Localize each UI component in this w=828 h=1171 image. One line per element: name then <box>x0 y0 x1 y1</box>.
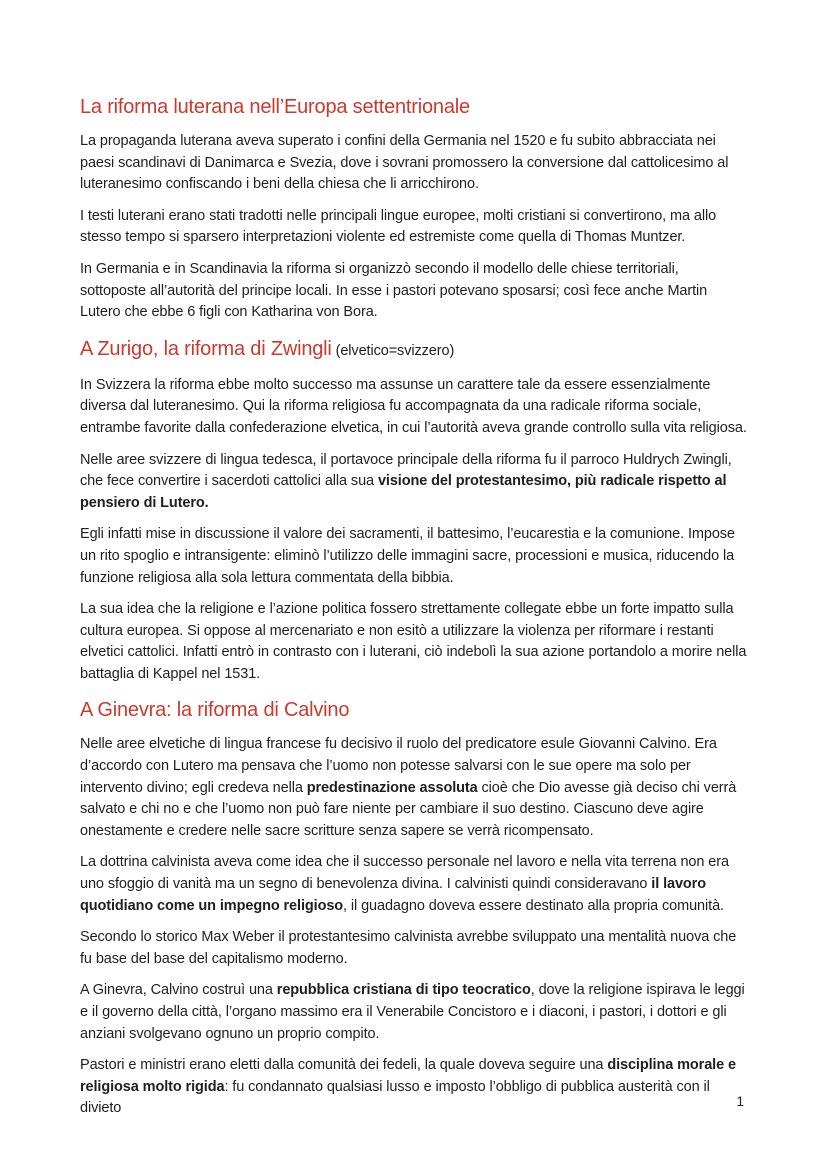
paragraph <box>80 599 748 685</box>
text-run: Pastori e ministri erano eletti dalla comunità dei fedeli, la quale doveva seguire una <box>80 1057 608 1074</box>
document-body <box>80 94 748 1120</box>
paragraph <box>80 734 748 842</box>
section-heading <box>80 94 748 120</box>
bold-text-run: il lavoro quotidiano come un impegno religioso <box>80 876 706 914</box>
text-run: La propaganda luterana aveva superato i confini della Germania nel 1520 e fu subito abbracciata nei paesi scandinavi di Danimarca e Svezia, dove i sovrani promossero la conversione dal cattolicesimo al luteranesimo confiscando i beni della chiesa che li arricchirono. <box>80 133 729 193</box>
heading-note: (elvetico=svizzero) <box>331 342 455 359</box>
bold-text-run: predestinazione assoluta <box>306 779 478 796</box>
bold-text-run: disciplina morale e religiosa molto rigida <box>80 1057 736 1095</box>
paragraph <box>80 524 748 589</box>
paragraph <box>80 375 748 440</box>
section-heading <box>80 697 748 723</box>
text-run: : fu condannato qualsiasi lusso e imposto l’obbligo di pubblica austerità con il divieto <box>80 1078 710 1117</box>
text-run: La sua idea che la religione e l’azione politica fossero strettamente collegate ebbe un forte impatto sulla cultura europea. Si oppose al mercenariato e non esitò a utilizzare la violenza per riformare i restanti elvetici cattolici. Infatti entrò in contrasto con i luterani, ciò indebolì la sua azione portandolo a morire nella battaglia di Kappel nel 1531. <box>80 601 747 682</box>
text-run: , dove la religione ispirava le leggi e il governo della città, l’organo massimo era il Venerabile Concistoro e i diaconi, i pastori, i dottori e gli anziani svolgevano ognuno un proprio compito. <box>80 982 745 1042</box>
paragraph <box>80 980 748 1045</box>
text-run: Egli infatti mise in discussione il valore dei sacramenti, il battesimo, l’eucarestia e la comunione. Impose un rito spoglio e intransigente: eliminò l’utilizzo delle immagini sacre, processioni e musica, riducendo la funzione religiosa alla sola lettura commentata della bibbia. <box>80 526 735 586</box>
bold-text-run: repubblica cristiana di tipo teocratico <box>276 982 531 999</box>
text-run: In Germania e in Scandinavia la riforma si organizzò secondo il modello delle chiese territoriali, sottoposte all’autorità del principe locali. In esse i pastori potevano sposarsi; così fece anche Martin Lutero che ebbe 6 figli con Katharina von Bora. <box>80 260 708 321</box>
text-run: , il guadagno doveva essere destinato alla propria comunità. <box>343 897 724 914</box>
text-run: Secondo lo storico Max Weber il protestantesimo calvinista avrebbe sviluppato una mentalità nuova che fu base del base del capitalismo moderno. <box>80 929 737 967</box>
text-run: cioè che Dio avesse già deciso chi verrà salvato e chi no e che l’uomo non può fare niente per cambiare il suo destino. Ciascuno deve agire onestamente e credere nelle sacre scritture senza sapere se verrà ricompensato. <box>80 779 737 839</box>
paragraph <box>80 852 748 917</box>
paragraph <box>80 206 748 249</box>
text-run: La dottrina calvinista aveva come idea che il successo personale nel lavoro e nella vita terrena non era uno sfoggio di vanità ma un segno di benevolenza divina. I calvinisti quindi consideravano <box>80 854 729 893</box>
text-run: A Zurigo, la riforma di Zwingli <box>80 337 332 360</box>
paragraph <box>80 131 748 196</box>
text-run: In Svizzera la riforma ebbe molto successo ma assunse un carattere tale da essere essenzialmente diversa dal luteranesimo. Qui la riforma religiosa fu accompagnata da una radicale riforma sociale, entrambe favorite dalla confederazione elvetica, in cui l’autorità aveva grande controllo sulla vita religiosa. <box>80 376 747 436</box>
paragraph <box>80 450 748 515</box>
section-heading <box>80 336 748 364</box>
text-run: La riforma luterana nell’Europa settentrionale <box>80 96 470 118</box>
paragraph <box>80 1055 748 1120</box>
page-number: 1 <box>736 1094 744 1109</box>
bold-text-run: visione del protestantesimo, più radicale rispetto al pensiero di Lutero. <box>80 473 727 511</box>
paragraph <box>80 927 748 970</box>
paragraph <box>80 259 748 324</box>
text-run: I testi luterani erano stati tradotti nelle principali lingue europee, molti cristiani si convertirono, ma allo stesso tempo si sparsero interpretazioni violente ed estremiste come quella di Thomas Muntzer. <box>80 207 717 246</box>
text-run: Nelle aree elvetiche di lingua francese fu decisivo il ruolo del predicatore esule Giovanni Calvino. Era d’accordo con Lutero ma pensava che l’uomo non potesse salvarsi con le sue opere ma solo per intervento divino; egli credeva nella <box>80 736 717 796</box>
text-run: A Ginevra: la riforma di Calvino <box>80 699 350 722</box>
text-run: A Ginevra, Calvino costruì una <box>80 982 277 999</box>
text-run: Nelle aree svizzere di lingua tedesca, il portavoce principale della riforma fu il parroco Huldrych Zwingli, che fece convertire i sacerdoti cattolici alla sua <box>80 451 732 490</box>
